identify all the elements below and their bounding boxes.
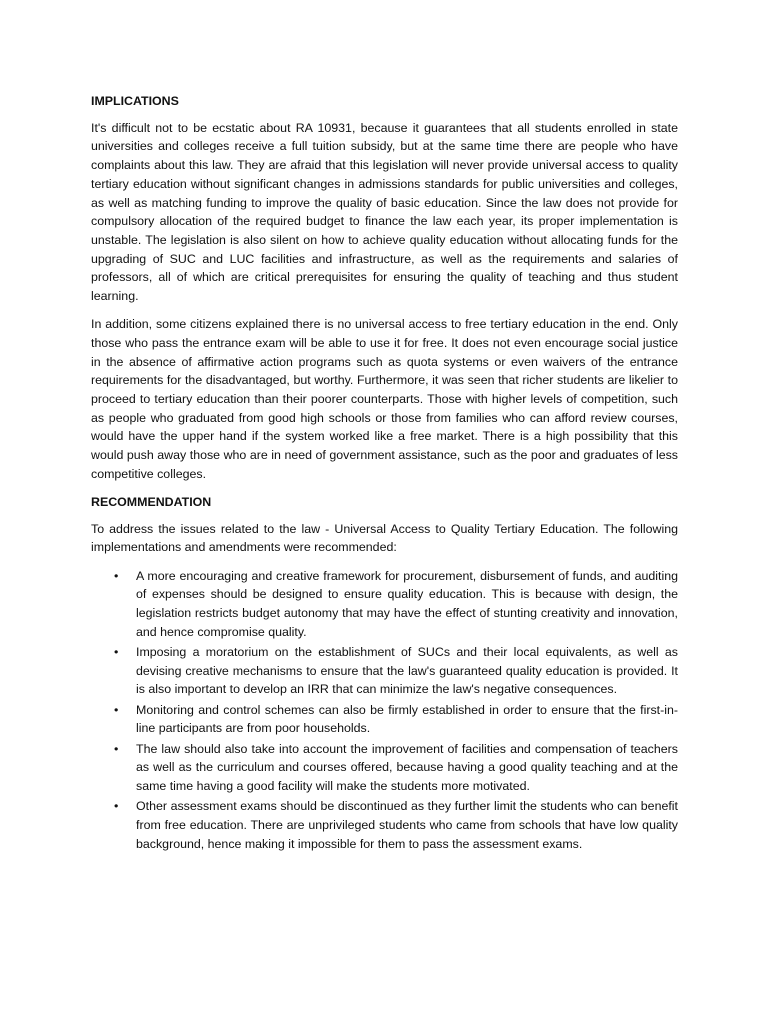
list-item — [91, 740, 678, 796]
list-item-text: A more encouraging and creative framework for procurement, disbursement of funds, and auditing of expenses should be designed to ensure quality education. This is because with design, the legislation restricts budget autonomy that may have the effect of stunting creativity and innovation, and hence compromise quality. — [136, 568, 678, 639]
list-item — [91, 797, 678, 853]
list-item-text: Imposing a moratorium on the establishment of SUCs and their local equivalents, as well as devising creative mechanisms to ensure that the law's guaranteed quality education is provided. It is also important to develop an IRR that can minimize the law's negative consequences. — [136, 644, 678, 697]
list-item — [91, 567, 678, 642]
bullet-icon: • — [114, 702, 119, 717]
list-item-text: The law should also take into account the improvement of facilities and compensation of teachers as well as the curriculum and courses offered, because having a good quality teaching and at the same time having a good facility will make the students more motivated. — [136, 741, 678, 793]
implications-heading: IMPLICATIONS — [91, 94, 179, 108]
list-item-text: Other assessment exams should be discontinued as they further limit the students who can benefit from free education. There are unprivileged students who came from schools that have low quality background, hence making it impossible for them to pass the assessment exams. — [136, 799, 678, 851]
recommendation-intro: To address the issues related to the law - Universal Access to Quality Tertiary Education. The following implementations and amendments were recommended: — [91, 521, 678, 555]
recommendation-heading: RECOMMENDATION — [91, 495, 212, 510]
implications-paragraph-1: It's difficult not to be ecstatic about RA 10931, because it guarantees that all students enrolled in state universities and colleges receive a full tuition subsidy, but at the same time there are people who have complaints about this law. They are afraid that this legislation will never provide universal access to quality tertiary education without significant changes in admissions standards for public universities and colleges, as well as matching funding to improve the quality of basic education. Since the law does not provide for compulsory allocation of the required budget to finance the law each year, its proper implementation is unstable. The legislation is also silent on how to achieve quality education without allocating funds for the upgrading of SUC and LUC facilities and infrastructure, as well as the requirements and salaries of professors, all of which are critical prerequisites for ensuring the quality of teaching and thus student learning. — [91, 120, 678, 304]
bullet-icon: • — [114, 741, 119, 756]
list-item-text: Monitoring and control schemes can also be firmly established in order to ensure that the first-in-line participants are from poor households. — [136, 702, 678, 736]
bullet-icon: • — [114, 799, 119, 814]
list-item — [91, 701, 678, 738]
list-item — [91, 643, 678, 699]
bullet-icon: • — [114, 644, 119, 659]
implications-paragraph-2: In addition, some citizens explained there is no universal access to free tertiary education in the end. Only those who pass the entrance exam will be able to use it for free. It does not even encourage social justice in the absence of affirmative action programs such as quota systems or even waivers of the entrance requirements for the disadvantaged, but worthy. Furthermore, it was seen that richer students are likelier to proceed to tertiary education than their poorer counterparts. Those with higher levels of competition, such as people who graduated from good high schools or those from families who can afford review courses, would have the upper hand if the system worked like a free market. There is a high possibility that this would push away those who are in need of government assistance, such as the poor and graduates of less competitive colleges. — [91, 317, 678, 481]
bullet-icon: • — [114, 568, 119, 583]
recommendation-list — [91, 567, 678, 854]
document-page — [91, 92, 678, 855]
